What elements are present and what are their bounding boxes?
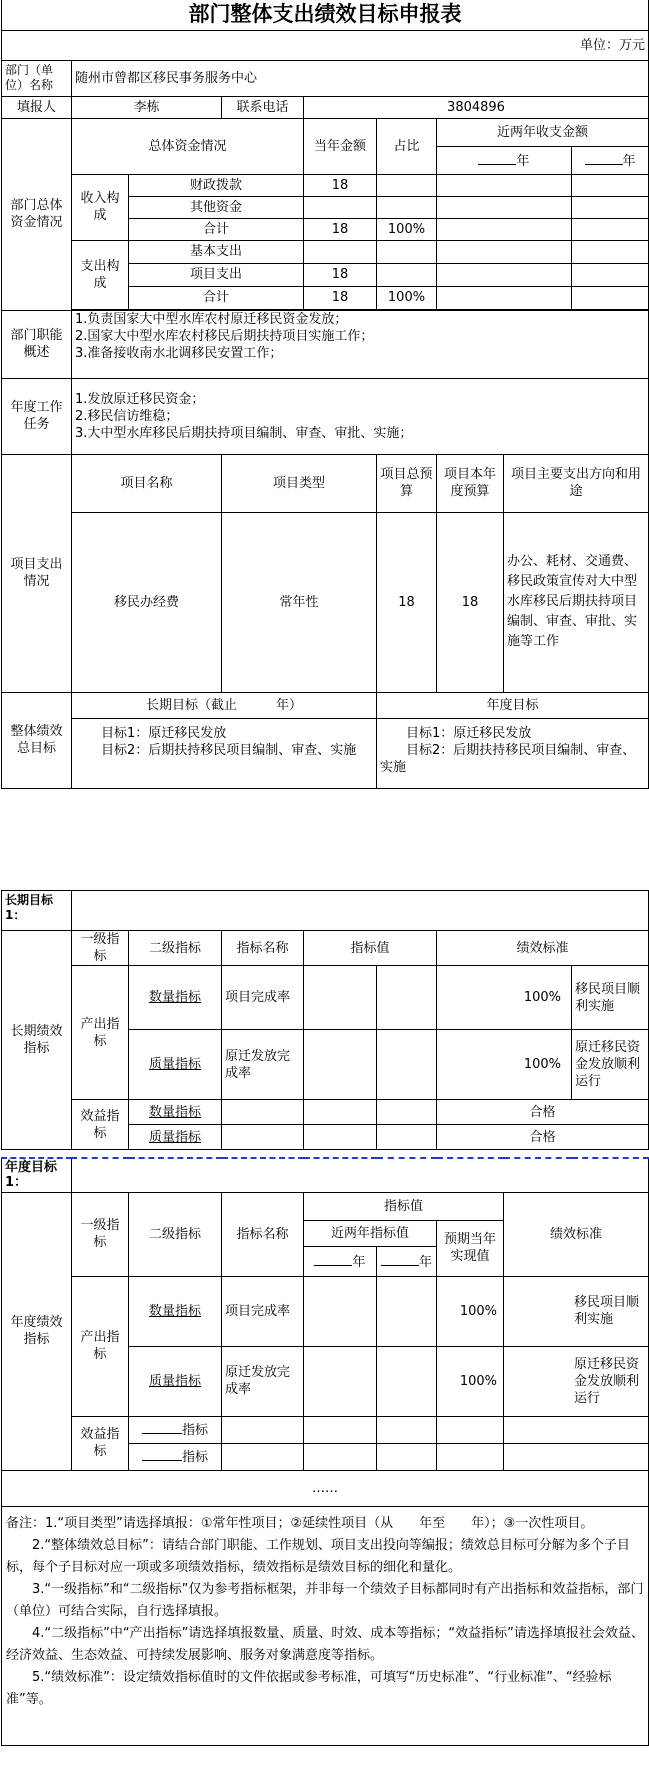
phone-value: 3804896 [304,96,649,118]
dept-value: 随州市曾都区移民事务服务中心 [72,60,649,96]
long-indicator-standard: 原迁移民资金发放顺利运行 [572,1030,649,1100]
long-goal-header: 长期目标（截止 年） [72,692,377,718]
annual-year-2: 年 [377,1246,437,1276]
annual-indicator-value: 100% [437,1346,504,1416]
income-ratio [377,196,437,218]
long-indicators-table [1,890,649,1150]
annual-section-label: 年度绩效指标 [2,1192,72,1470]
annual-indicators-table [1,1157,649,1746]
functions-label: 部门职能概述 [2,310,72,378]
notes [2,1506,649,1745]
long-level2-header: 二级指标 [129,931,222,966]
long-benefit-level2: 质量指标 [129,1125,222,1150]
long-output-label: 产出指标 [72,966,129,1100]
long-indicator-value: 100% [437,1030,572,1100]
funds-section-label: 部门总体资金情况 [2,118,72,310]
expense-name: 合计 [129,286,304,309]
income-name: 其他资金 [129,196,304,218]
annual-goal-label: 年度目标1： [2,1158,72,1192]
expense-amount [304,240,377,263]
long-benefit-result: 合格 [437,1125,649,1150]
ellipsis-row: …… [2,1470,649,1506]
annual-level2: 质量指标 [129,1346,222,1416]
expense-ratio [377,240,437,263]
annual-benefit-level2: 指标 [129,1443,222,1470]
functions-text: 1.负责国家大中型水库农村原迁移民资金发放； 2.国家大中型水库农村移民后期扶持项目实施工作； 3.准备接收南水北调移民安置工作； [72,310,649,378]
long-value-header: 指标值 [304,931,437,966]
project-section-label: 项目支出情况 [2,454,72,692]
funds-year-1: 年 [437,146,572,174]
long-level1-header: 一级指标 [72,931,129,966]
long-goal-text: 目标1：原迁移民发放 目标2：后期扶持移民项目编制、审查、实施 [72,718,377,788]
expense-name: 基本支出 [129,240,304,263]
long-indicator-standard: 移民项目顺利实施 [572,966,649,1030]
annual-output-label: 产出指标 [72,1276,129,1416]
funds-year-2: 年 [572,146,649,174]
annual-level2: 数量指标 [129,1276,222,1346]
income-label: 收入构成 [72,174,129,240]
annual-benefit-level2: 指标 [129,1416,222,1443]
note-3: 3.“一级指标”和“二级指标”仅为参考指标框架，并非每一个绩效子目标都同时有产出指标和效益指标，部门（单位）可结合实际，自行选择填报。 [6,1581,644,1619]
project-name-header: 项目名称 [72,454,222,512]
annual-indicator-name: 项目完成率 [222,1276,304,1346]
long-benefit-level2: 数量指标 [129,1100,222,1125]
expense-label: 支出构成 [72,240,129,309]
phone-label: 联系电话 [222,96,304,118]
annual-indicator-standard: 移民项目顺利实施 [504,1276,649,1346]
long-goal-label: 长期目标1： [2,891,72,931]
funds-ratio-header: 占比 [377,118,437,174]
annual-tasks-text: 1.发放原迁移民资金； 2.移民信访维稳； 3.大中型水库移民后期扶持项目编制、审查、审批、实施； [72,378,649,454]
funds-total-header: 总体资金情况 [72,118,304,174]
long-level2: 数量指标 [129,966,222,1030]
filler-label: 填报人 [2,96,72,118]
project-name: 移民办经费 [72,512,222,692]
funds-recent-header: 近两年收支金额 [437,118,649,146]
annual-tasks-label: 年度工作任务 [2,378,72,454]
unit-label: 单位：万元 [2,30,649,60]
note-5: 5.“绩效标准”：设定绩效指标值时的文件依据或参考标准，可填写“历史标准”、“行业标准”、“经验标准”等。 [6,1669,612,1707]
long-benefit-label: 效益指标 [72,1100,129,1150]
long-benefit-result: 合格 [437,1100,649,1125]
annual-goal-text: 目标1：原迁移民发放 目标2：后期扶持移民项目编制、审查、实施 [377,718,649,788]
long-indicator-value: 100% [437,966,572,1030]
project-type-header: 项目类型 [222,454,377,512]
income-name: 合计 [129,218,304,240]
project-annual: 18 [437,512,504,692]
project-annual-header: 项目本年度预算 [437,454,504,512]
annual-indicator-value: 100% [437,1276,504,1346]
funds-current-header: 当年金额 [304,118,377,174]
income-amount: 18 [304,218,377,240]
form-table-top [1,0,649,789]
annual-indicator-name: 原迁发放完成率 [222,1346,304,1416]
project-total-header: 项目总预算 [377,454,437,512]
long-section-label: 长期绩效指标 [2,931,72,1150]
annual-indicator-standard: 原迁移民资金发放顺利运行 [504,1346,649,1416]
income-ratio [377,174,437,196]
project-total: 18 [377,512,437,692]
expense-amount: 18 [304,263,377,286]
dept-label: 部门（单位）名称 [2,60,72,96]
note-1: 备注：1.“项目类型”请选择填报：①常年性项目；②延续性项目（从 年至 年）；③一次性项目。 [6,1515,594,1531]
income-amount: 18 [304,174,377,196]
overall-label: 整体绩效总目标 [2,692,72,788]
annual-name-header: 指标名称 [222,1192,304,1276]
long-indicator-name: 项目完成率 [222,966,304,1030]
annual-level1-header: 一级指标 [72,1192,129,1276]
annual-goal-header: 年度目标 [377,692,649,718]
annual-expected-header: 预期当年实现值 [437,1220,504,1276]
annual-recent-header: 近两年指标值 [304,1220,437,1246]
income-name: 财政拨款 [129,174,304,196]
note-2: 2.“整体绩效总目标”：请结合部门职能、工作规划、项目支出投向等编报；绩效总目标可分解为多个子目标，每个子目标对应一项或多项绩效指标，绩效指标是绩效目标的细化和量化。 [6,1537,630,1575]
note-4: 4.“二级指标”中“产出指标”请选择填报数量、质量、时效、成本等指标；“效益指标”请选择填报社会效益、经济效益、生态效益、可持续发展影响、服务对象满意度等指标。 [6,1625,644,1663]
expense-name: 项目支出 [129,263,304,286]
long-standard-header: 绩效标准 [437,931,649,966]
project-usage: 办公、耗材、交通费、移民政策宣传对大中型水库移民后期扶持项目编制、审查、审批、实施等工作 [504,512,649,692]
expense-ratio: 100% [377,286,437,309]
long-name-header: 指标名称 [222,931,304,966]
form-title: 部门整体支出绩效目标申报表 [2,0,649,30]
project-usage-header: 项目主要支出方向和用途 [504,454,649,512]
expense-amount: 18 [304,286,377,309]
annual-value-header: 指标值 [304,1192,504,1220]
annual-year-1: 年 [304,1246,377,1276]
annual-level2-header: 二级指标 [129,1192,222,1276]
annual-benefit-label: 效益指标 [72,1416,129,1470]
income-ratio: 100% [377,218,437,240]
filler-value: 李栋 [72,96,222,118]
expense-ratio [377,263,437,286]
annual-standard-header: 绩效标准 [504,1192,649,1276]
long-indicator-name: 原迁发放完成率 [222,1030,304,1100]
income-amount [304,196,377,218]
project-type: 常年性 [222,512,377,692]
long-level2: 质量指标 [129,1030,222,1100]
